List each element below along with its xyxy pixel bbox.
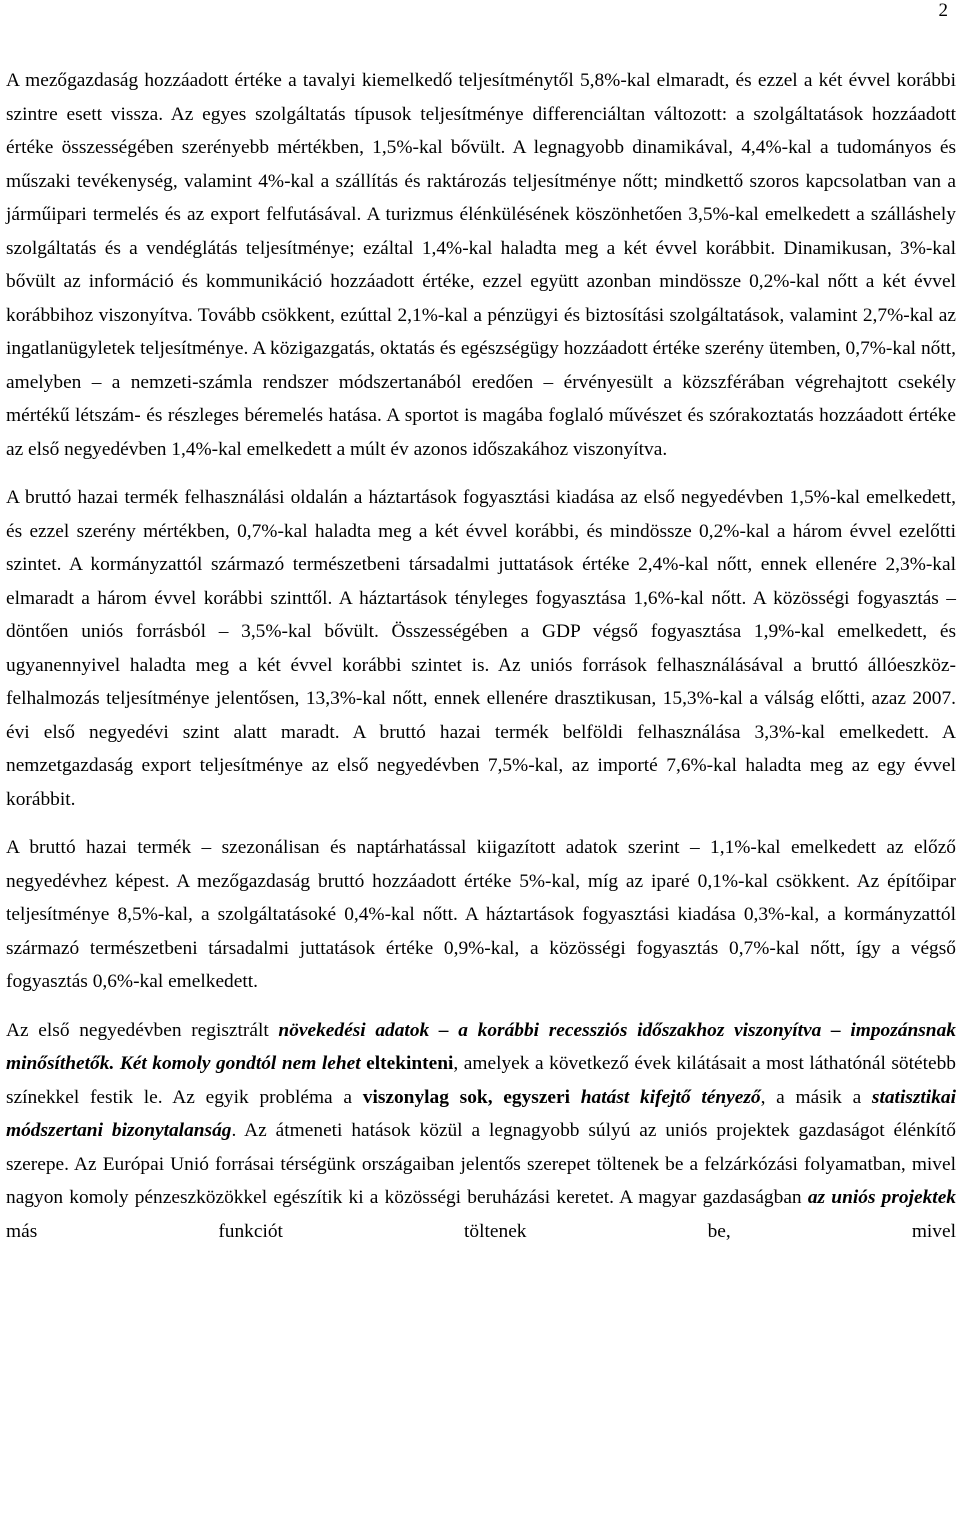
text-run: , amelyek a következő évek kilátásait a most láthatónál sötétebb színekkel festik le. Az egyik probléma a [6, 1053, 956, 1108]
emphasis-run: statisztikai módszertani bizonytalanság [6, 1086, 956, 1141]
text-run: más funkciót töltenek be, mivel [6, 1220, 956, 1242]
paragraph-sectoral-performance: A mezőgazdaság hozzáadott értéke a tavalyi kiemelkedő teljesítménytől 5,8%-kal elmaradt, és ezzel a két évvel korábbi szintre esett vissza. Az egyes szolgáltatás típusok teljesítménye differenciáltan változott: a szolgáltatások hozzáadott értéke összességében szerényebb mértékben, 1,5%-kal bővült. A legnagyobb dinamikával, 4,4%-kal a tudományos és műszaki tevékenység, valamint 4%-kal a szállítás és raktározás teljesítménye nőtt; mindkettő szoros kapcsolatban van a járműipari termelés és az export felfutásával. A turizmus élénkülésének köszönhetően 3,5%-kal emelkedett a szálláshely szolgáltatás és a vendéglátás teljesítménye; ezáltal 1,4%-kal haladta meg a két évvel korábbit. Dinamikusan, 3%-kal bővült az információ és kommunikáció hozzáadott értéke, ezzel együtt azonban mindössze 0,2%-kal nőtt a két évvel korábbihoz viszonyítva. Tovább csökkent, ezúttal 2,1%-kal a pénzügyi és biztosítási szolgáltatások, valamint 2,7%-kal az ingatlanügyletek teljesítménye. A közigazgatás, oktatás és egészségügy hozzáadott értéke szerény ütemben, 0,7%-kal nőtt, amelyben – a nemzeti-számla rendszer módszertanából eredően – érvényesült a közszférában végrehajtott csekély mértékű létszám- és részleges béremelés hatása. A sportot is magába foglaló művészet és szórakoztatás hozzáadott értéke az első negyedévben 1,4%-kal emelkedett a múlt év azonos időszakához viszonyítva. [6, 70, 956, 460]
text-run: , a másik a [760, 1086, 872, 1108]
bold-run: eltekinteni [366, 1053, 454, 1074]
text-run [570, 1087, 581, 1108]
emphasis-run: hatást kifejtő tényező [580, 1086, 761, 1108]
text-run: Az első negyedévben regisztrált [6, 1019, 279, 1041]
paragraph-growth-assessment [6, 1014, 956, 1249]
paragraph-gdp-expenditure: A bruttó hazai termék felhasználási oldalán a háztartások fogyasztási kiadása az első negyedévben 1,5%-kal emelkedett, és ezzel szerény mértékben, 0,7%-kal haladta meg a két évvel korábbi, és mindössze 0,2%-kal a három évvel ezelőtti szintet. A kormányzattól származó természetbeni társadalmi juttatások értéke 2,4%-kal nőtt, ennek ellenére 2,3%-kal elmaradt a három évvel korábbi szinttől. A háztartások tényleges fogyasztása 1,6%-kal nőtt. A közösségi fogyasztás – döntően uniós forrásból – 3,5%-kal bővült. Összességében a GDP végső fogyasztása 1,9%-kal emelkedett, és ugyanennyivel haladta meg a két évvel korábbi szintet is. Az uniós források felhasználásával a bruttó állóeszköz-felhalmozás teljesítménye jelentősen, 13,3%-kal nőtt, ennek ellenére drasztikusan, 15,3%-kal a válság előtti, azaz 2007. évi első negyedévi szint alatt maradt. A bruttó hazai termék belföldi felhasználása 3,3%-kal emelkedett. A nemzetgazdaság export teljesítménye az első negyedévben 7,5%-kal, az importé 7,6%-kal haladta meg az egy évvel korábbit. [6, 487, 956, 810]
text-run: . Az átmeneti hatások közül a legnagyobb súlyú az uniós projektek gazdaságot élénkítő szerepe. Az Európai Unió forrásai térségünk országaiban jelentős szerepet töltenek be a felzárkózási folyamatban, mivel nagyon komoly pénzeszközökkel egészítik ki a közösségi beruházási keretet. A magyar gazdaságban [6, 1120, 956, 1208]
emphasis-run: növekedési adatok – a korábbi recessziós időszakhoz viszonyítva – impozánsnak minősíthetők. Két komoly gondtól nem lehet [6, 1019, 956, 1074]
paragraph-seasonally-adjusted: A bruttó hazai termék – szezonálisan és naptárhatással kiigazított adatok szerint – 1,1%-kal emelkedett az előző negyedévhez képest. A mezőgazdaság bruttó hozzáadott értéke 5%-kal, míg az iparé 0,1%-kal csökkent. Az építőipar teljesítménye 8,5%-kal, a szolgáltatásoké 0,4%-kal nőtt. A háztartások fogyasztási kiadása 0,3%-kal, a kormányzattól származó természetbeni társadalmi juttatások értéke 0,9%-kal, a közösségi fogyasztás 0,7%-kal nőtt, így a végső fogyasztás 0,6%-kal emelkedett. [6, 837, 956, 992]
document-body [6, 64, 956, 1263]
page-number: 2 [938, 0, 948, 21]
emphasis-run: az uniós projektek [807, 1187, 957, 1208]
bold-run: viszonylag sok, egyszeri [362, 1086, 571, 1108]
